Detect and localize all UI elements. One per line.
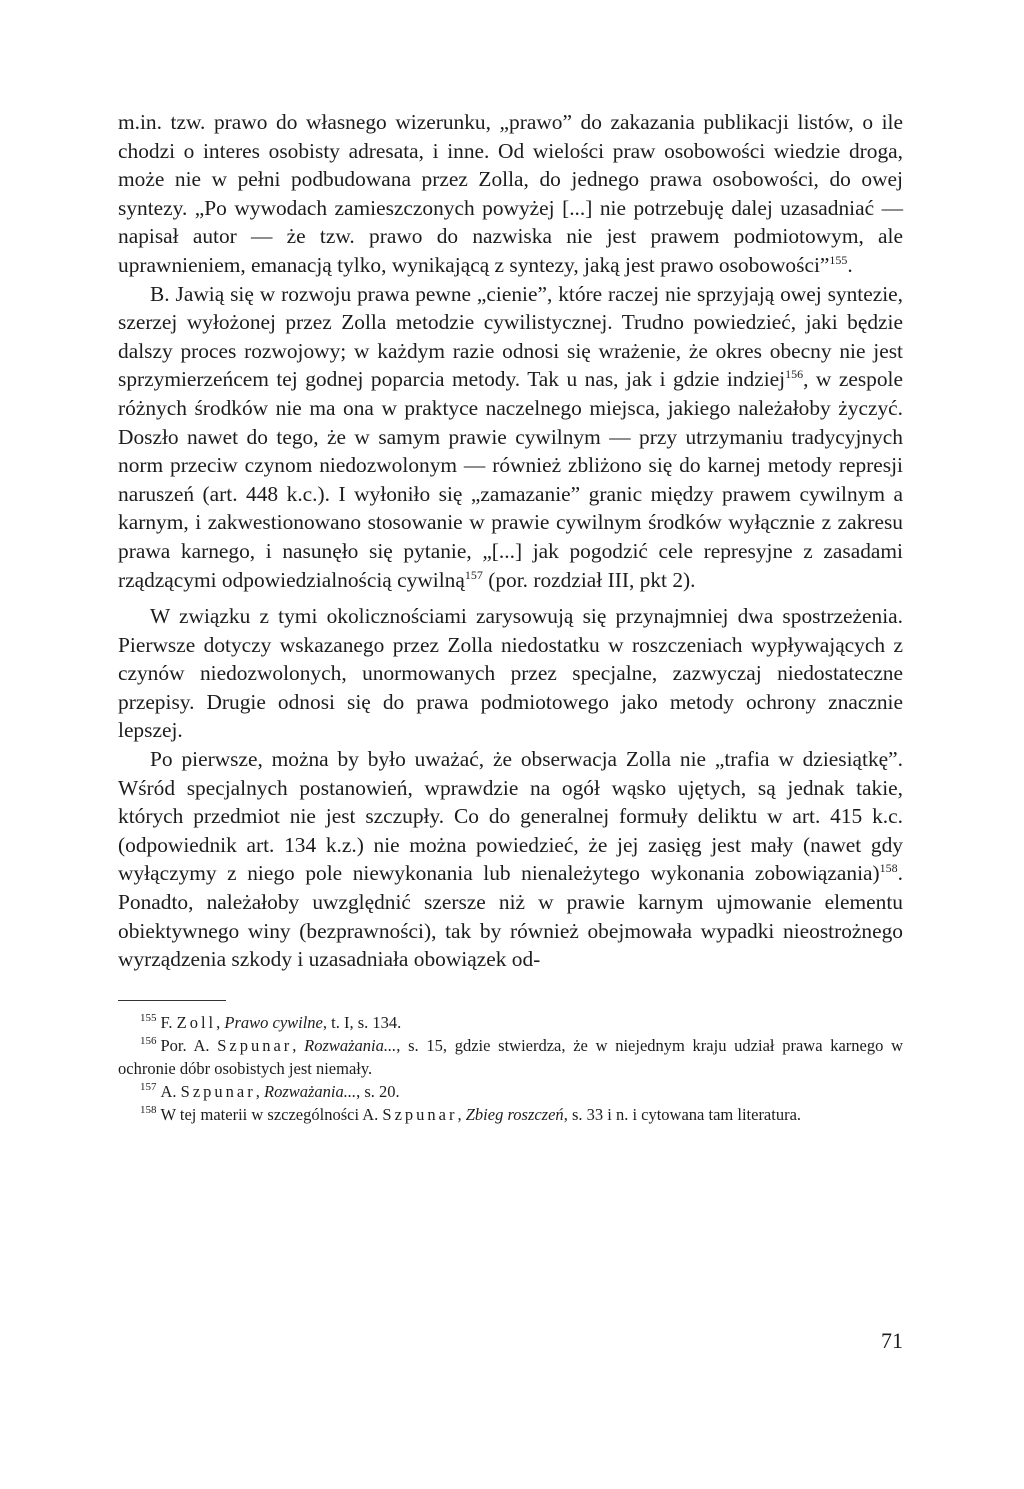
italic-title: Rozważania... xyxy=(304,1035,397,1055)
footnote xyxy=(118,1080,903,1103)
footnote-ref: 158 xyxy=(879,861,898,876)
paragraph xyxy=(118,602,903,745)
author-name: Zoll xyxy=(176,1012,217,1032)
text-run: , s. 20. xyxy=(356,1081,400,1101)
paragraph-gap xyxy=(118,594,903,602)
text-run: , xyxy=(292,1035,305,1055)
text-run: , s. 15, gdzie stwierdza, że w niejednym kraju udział prawa karnego w ochronie dóbr osobistych jest niemały. xyxy=(118,1035,903,1078)
text-run: , xyxy=(457,1104,466,1124)
italic-title: Prawo cywilne xyxy=(224,1012,323,1032)
text-run: , xyxy=(216,1012,225,1032)
text-run: , t. I, s. 134. xyxy=(322,1012,402,1032)
text-run: W tej materii w szczególności A. xyxy=(160,1104,383,1124)
footnote-number: 157 xyxy=(140,1081,157,1094)
paragraph xyxy=(118,108,903,280)
author-name: Szpunar xyxy=(382,1104,458,1124)
text-run: A. xyxy=(160,1081,181,1101)
footnote-number: 156 xyxy=(140,1035,157,1048)
text-run: . xyxy=(847,252,853,277)
page-number: 71 xyxy=(881,1328,903,1353)
text-run: (por. rozdział III, pkt 2). xyxy=(482,567,696,592)
text-run: B. Jawią się w rozwoju prawa pewne „cienie”, które raczej nie sprzyjają owej syntezie, szerzej wyłożonej przez Zolla metodzie cywilistycznej. Trudno powiedzieć, jaki będzie dalszy proces rozwojowy; w każdym razie odnosi się wrażenie, że okres obecny nie jest sprzymierzeńcem tej godnej poparcia metody. Tak u nas, jak i gdzie indziej xyxy=(118,281,903,392)
footnote-separator xyxy=(118,1000,226,1001)
footnote xyxy=(118,1103,903,1126)
footnote-number: 155 xyxy=(140,1012,157,1025)
italic-title: Zbieg roszczeń xyxy=(465,1104,564,1124)
author-name: Szpunar xyxy=(217,1035,293,1055)
page-content xyxy=(118,108,903,1126)
paragraph xyxy=(118,745,903,974)
text-run: F. xyxy=(160,1012,177,1032)
footnote-ref: 157 xyxy=(464,567,483,582)
italic-title: Rozważania... xyxy=(264,1081,357,1101)
body-text xyxy=(118,108,903,974)
paragraph xyxy=(118,280,903,595)
text-run: Por. A. xyxy=(160,1035,218,1055)
text-run: , s. 33 i n. i cytowana tam literatura. xyxy=(563,1104,802,1124)
footnote-number: 158 xyxy=(140,1104,157,1117)
footnote xyxy=(118,1011,903,1034)
author-name: Szpunar xyxy=(180,1081,256,1101)
text-run: W związku z tymi okolicznościami zarysowują się przynajmniej dwa spostrzeżenia. Pierwsze dotyczy wskazanego przez Zolla niedostatku w roszczeniach wypływających z czynów niedozwolonych, unormowanych przez specjalne, zazwyczaj niedostateczne przepisy. Drugie odnosi się do prawa podmiotowego jako metody ochrony znacznie lepszej. xyxy=(118,604,903,743)
text-run: , xyxy=(255,1081,264,1101)
text-run: Po pierwsze, można by było uważać, że obserwacja Zolla nie „trafia w dziesiątkę”. Wśród specjalnych postanowień, wprawdzie na ogół wąsko ujętych, są jednak takie, których przedmiot nie jest szczupły. Co do generalnej formuły deliktu w art. 415 k.c. (odpowiednik art. 134 k.z.) nie można powiedzieć, że jej zasięg jest mały (nawet gdy wyłączymy z niego pole niewykonania lub nienależytego wykonania zobowiązania) xyxy=(118,747,903,886)
footnote xyxy=(118,1034,903,1080)
text-run: m.in. tzw. prawo do własnego wizerunku, „prawo” do zakazania publikacji listów, o ile chodzi o interes osobisty adresata, i inne. Od wielości praw osobowości wiedzie droga, może nie w pełni podbudowana przez Zolla, do jednego prawa osobowości, do owej syntezy. „Po wywodach zamieszczonych powyżej [...] nie potrzebuję dalej uzasadniać — napisał autor — że tzw. prawo do nazwiska nie jest prawem podmiotowym, ale uprawnieniem, emanacją tylko, wynikającą z syntezy, jaką jest prawo osobowości” xyxy=(118,110,903,277)
footnote-ref: 156 xyxy=(785,367,804,382)
text-run: . Ponadto, należałoby uwzględnić szersze niż w prawie karnym ujmowanie elementu obiektywnego winy (bezprawności), tak by również obejmowała wypadki nieostrożnego wyrządzenia szkody i uzasadniała obowiązek od- xyxy=(118,861,903,972)
footnote-ref: 155 xyxy=(829,252,848,267)
text-run: , w zespole różnych środków nie ma ona w praktyce naczelnego miejsca, jakiego należałoby życzyć. Doszło nawet do tego, że w samym prawie cywilnym — przy utrzymaniu tradycyjnych norm przeciw czynom niedozwolonym — również zbliżono się do karnej metody represji naruszeń (art. 448 k.c.). I wyłoniło się „zamazanie” granic między prawem cywilnym a karnym, i zakwestionowano stosowanie w prawie cywilnym środków wyłącznie z zakresu prawa karnego, i nasunęło się pytanie, „[...] jak pogodzić cele represyjne z zasadami rządzącymi odpowiedzialnością cywilną xyxy=(118,367,903,592)
footnotes xyxy=(118,1011,903,1126)
